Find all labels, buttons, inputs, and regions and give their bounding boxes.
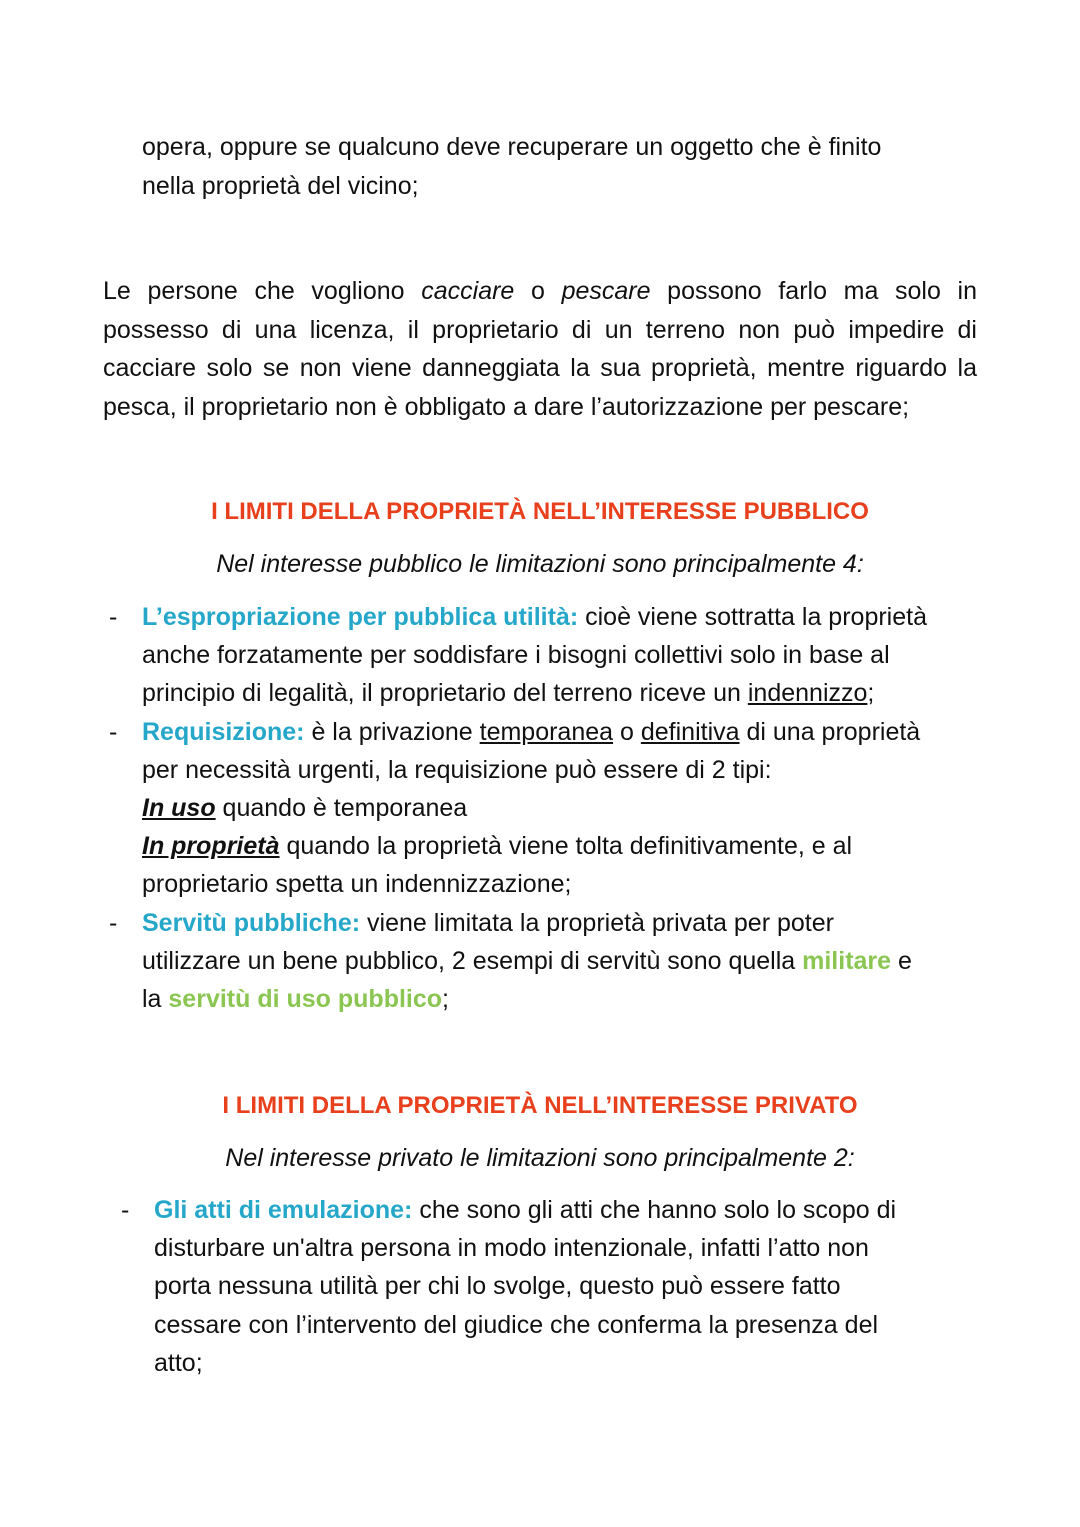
list-dash: - — [109, 717, 118, 746]
term-espropriazione: L’espropriazione per pubblica utilità: — [142, 603, 579, 631]
text-line: atto; — [154, 1348, 203, 1377]
text-line: per necessità urgenti, la requisizione può essere di 2 tipi: — [142, 755, 772, 784]
term-servitu: Servitù pubbliche: — [142, 908, 361, 937]
text-run: che sono gli atti che hanno solo lo scopo di — [412, 1196, 897, 1224]
indennizzo-underlined: indennizzo — [747, 679, 868, 708]
term-emulazione: Gli atti di emulazione: — [154, 1196, 413, 1224]
militare-highlight: militare — [802, 946, 892, 975]
text-run: o — [613, 717, 641, 746]
public-limits-list — [109, 598, 1022, 1018]
text-line: porta nessuna utilità per chi lo svolge, questo può essere fatto — [154, 1272, 841, 1301]
list-dash: - — [121, 1196, 130, 1224]
text-run: quando la proprietà viene tolta definitivamente, e al — [279, 832, 853, 861]
term-requisizione: Requisizione: — [142, 717, 305, 746]
text-line: proprietario spetta un indennizzazione; — [142, 870, 572, 899]
in-proprieta-label: In proprietà — [142, 832, 280, 861]
uso-pubblico-highlight: servitù di uso pubblico — [168, 985, 443, 1014]
text-run: di una proprietà — [739, 717, 921, 746]
text-run: possono farlo ma solo in possesso di una licenza, il proprietario di un terreno non può impedire di cacciare solo se non viene danneggiata la sua proprietà, mentre riguardo la pesca, il proprietario non è obbligato a dare l’autorizzazione per pescare; — [103, 277, 978, 421]
text-run: principio di legalità, il proprietario del terreno riceve un — [142, 679, 748, 708]
private-interest-heading: I LIMITI DELLA PROPRIETÀ NELL’INTERESSE PRIVATO — [222, 1092, 858, 1119]
private-interest-intro: Nel interesse privato le limitazioni sono principalmente 2: — [225, 1144, 855, 1172]
pescare-italic: pescare — [561, 277, 651, 305]
list-item-espropriazione — [109, 598, 1022, 713]
in-uso-label: In uso — [142, 794, 216, 823]
text-run: e — [891, 946, 912, 975]
text-run: o — [514, 277, 562, 305]
list-item-servitu — [109, 904, 1022, 1019]
text-run: è la privazione — [304, 717, 480, 746]
temporanea-underlined: temporanea — [479, 717, 614, 746]
text-run: utilizzare un bene pubblico, 2 esempi di servitù sono quella — [142, 946, 803, 975]
continuation-line-2: nella proprietà del vicino; — [142, 171, 419, 200]
text-line: cessare con l’intervento del giudice che conferma la presenza del — [154, 1310, 879, 1339]
list-item-requisizione — [109, 713, 1022, 904]
private-limits-list — [121, 1191, 1024, 1382]
text-run: cioè viene sottratta la proprietà — [578, 603, 927, 631]
text-run: quando è temporanea — [215, 794, 468, 823]
text-run: ; — [442, 985, 449, 1014]
text-line: anche forzatamente per soddisfare i bisogni collettivi solo in base al — [142, 641, 890, 670]
continuation-paragraph — [142, 128, 976, 205]
list-dash: - — [109, 908, 118, 937]
cacciare-italic: cacciare — [421, 277, 515, 305]
hunting-fishing-paragraph — [103, 272, 977, 426]
text-run: ; — [867, 679, 875, 708]
continuation-line-1: opera, oppure se qualcuno deve recuperare un oggetto che è finito — [142, 133, 882, 161]
list-item-emulazione — [121, 1191, 1024, 1382]
list-dash: - — [109, 603, 118, 631]
public-interest-intro: Nel interesse pubblico le limitazioni sono principalmente 4: — [216, 550, 864, 578]
text-run: la — [142, 985, 169, 1014]
definitiva-underlined: definitiva — [640, 717, 740, 746]
text-run: viene limitata la proprietà privata per poter — [360, 908, 834, 937]
text-line: disturbare un'altra persona in modo intenzionale, infatti l’atto non — [154, 1234, 869, 1263]
public-interest-heading: I LIMITI DELLA PROPRIETÀ NELL’INTERESSE PUBBLICO — [211, 498, 869, 525]
text-run: Le persone che vogliono — [103, 277, 422, 305]
